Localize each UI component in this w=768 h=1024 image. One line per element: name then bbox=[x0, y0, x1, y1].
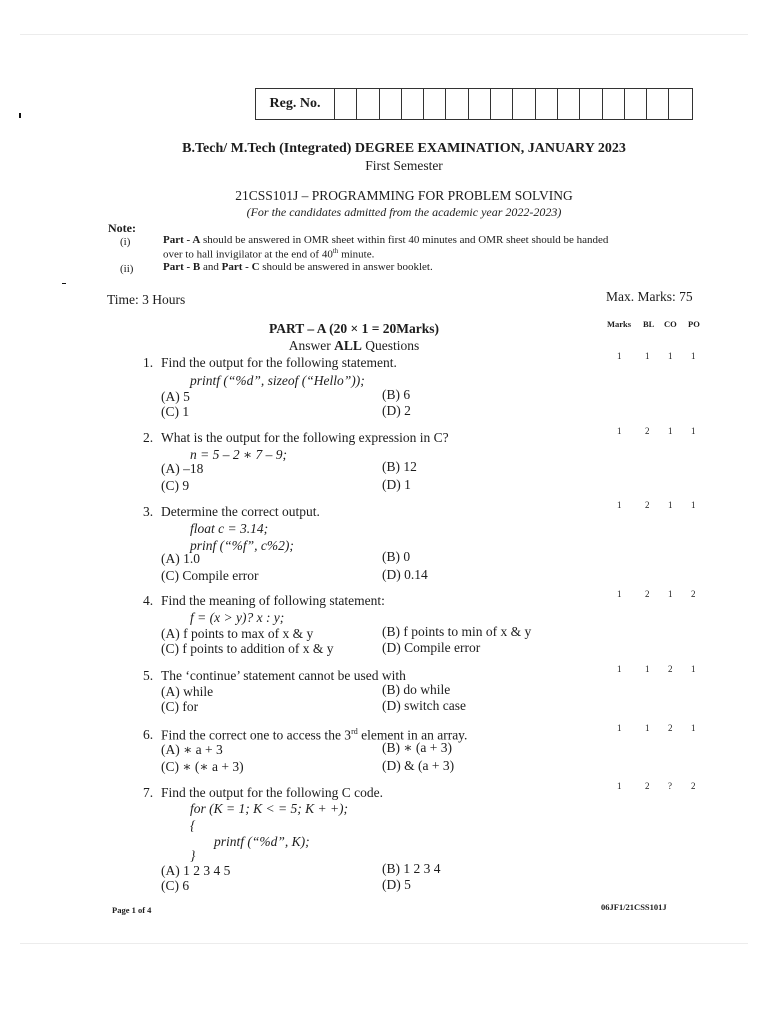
reg-no-cell bbox=[558, 89, 580, 119]
co-value: 2 bbox=[668, 723, 673, 733]
option-d: (D) 1 bbox=[382, 477, 411, 492]
code-line: printf (“%d”, K); bbox=[214, 834, 310, 849]
question-text: Determine the correct output. bbox=[161, 504, 320, 519]
option-d: (D) 5 bbox=[382, 877, 411, 892]
code-line: for (K = 1; K < = 5; K + +); bbox=[190, 801, 349, 816]
option-c: (C) ∗ (∗ a + 3) bbox=[161, 759, 244, 774]
po-value: 1 bbox=[691, 664, 696, 674]
note-text: should be answered in OMR sheet within first 40 minutes and OMR sheet should be handed bbox=[200, 234, 609, 246]
question-text: Find the correct one to access the 3rd element in an array. bbox=[161, 727, 468, 743]
code-line: { bbox=[190, 818, 196, 833]
scan-mark bbox=[62, 283, 66, 284]
bl-value: 2 bbox=[645, 426, 650, 436]
po-value: 1 bbox=[691, 723, 696, 733]
reg-no-cell bbox=[469, 89, 491, 119]
code-line: f = (x > y)? x : y; bbox=[190, 610, 285, 625]
option-a: (A) while bbox=[161, 684, 214, 699]
column-marks: Marks bbox=[607, 319, 632, 329]
semester: First Semester bbox=[365, 158, 443, 173]
degree-title: B.Tech/ M.Tech (Integrated) DEGREE EXAMINATION, JANUARY 2023 bbox=[182, 141, 626, 156]
option-a: (A) 1 2 3 4 5 bbox=[161, 863, 231, 878]
co-value: 1 bbox=[668, 500, 673, 510]
question-number: 5. bbox=[143, 668, 154, 683]
option-d: (D) Compile error bbox=[382, 640, 481, 655]
question-text: What is the output for the following expression in C? bbox=[161, 430, 449, 445]
part-a-title: PART – A (20 × 1 = 20Marks) bbox=[268, 321, 440, 336]
column-bl: BL bbox=[643, 319, 655, 329]
reg-no-cell bbox=[357, 89, 379, 119]
question-number: 6. bbox=[143, 727, 154, 742]
note-item-number: (ii) bbox=[120, 263, 134, 275]
code-line: n = 5 – 2 ∗ 7 – 9; bbox=[190, 447, 288, 462]
part-a-instruction: Answer ALL Questions bbox=[288, 338, 420, 353]
column-co: CO bbox=[664, 319, 677, 329]
bl-value: 1 bbox=[645, 664, 650, 674]
note-heading: Note: bbox=[108, 221, 136, 235]
option-b: (B) 6 bbox=[382, 387, 411, 402]
marks-value: 1 bbox=[617, 723, 622, 733]
bl-value: 1 bbox=[645, 351, 650, 361]
option-b: (B) do while bbox=[382, 682, 451, 697]
candidates-note: (For the candidates admitted from the academic year 2022-2023) bbox=[246, 205, 562, 219]
po-value: 2 bbox=[691, 781, 696, 791]
course-title: 21CSS101J – PROGRAMMING FOR PROBLEM SOLVING bbox=[235, 188, 573, 203]
po-value: 1 bbox=[691, 500, 696, 510]
note-item-1 bbox=[163, 234, 608, 246]
note-part-label: Part - A bbox=[163, 234, 201, 246]
co-value: 1 bbox=[668, 426, 673, 436]
option-b: (B) f points to min of x & y bbox=[382, 624, 532, 639]
po-value: 2 bbox=[691, 589, 696, 599]
question-text: Find the meaning of following statement: bbox=[161, 593, 385, 608]
reg-no-cell bbox=[335, 89, 357, 119]
reg-no-cell bbox=[603, 89, 625, 119]
code-line: float c = 3.14; bbox=[190, 521, 269, 536]
option-c: (C) for bbox=[161, 699, 199, 714]
question-text: Find the output for the following statement. bbox=[161, 355, 397, 370]
reg-no-cell bbox=[424, 89, 446, 119]
reg-no-cell bbox=[580, 89, 602, 119]
option-c: (C) 6 bbox=[161, 878, 190, 893]
note-text: should be answered in answer booklet. bbox=[259, 261, 433, 273]
question-number: 7. bbox=[143, 785, 154, 800]
reg-no-cell bbox=[446, 89, 468, 119]
reg-no-cell bbox=[380, 89, 402, 119]
option-d: (D) switch case bbox=[382, 698, 466, 713]
option-b: (B) 12 bbox=[382, 459, 417, 474]
option-b: (B) ∗ (a + 3) bbox=[382, 740, 453, 755]
page-number: Page 1 of 4 bbox=[112, 905, 152, 915]
option-a: (A) 5 bbox=[161, 389, 190, 404]
reg-no-cell bbox=[402, 89, 424, 119]
question-text: The ‘continue’ statement cannot be used with bbox=[161, 668, 406, 683]
option-c: (C) 9 bbox=[161, 478, 190, 493]
bl-value: 2 bbox=[645, 781, 650, 791]
question-text: Find the output for the following C code. bbox=[161, 785, 383, 800]
marks-value: 1 bbox=[617, 589, 622, 599]
note-item-1-line2: over to hall invigilator at the end of 40th minute. bbox=[163, 247, 375, 261]
note-part-label: Part - B bbox=[163, 261, 201, 273]
time-label: Time: 3 Hours bbox=[107, 292, 186, 307]
co-value: 1 bbox=[668, 589, 673, 599]
option-c: (C) Compile error bbox=[161, 568, 259, 583]
question-number: 1. bbox=[143, 355, 154, 370]
note-part-label: Part - C bbox=[221, 261, 260, 273]
reg-no-cell bbox=[536, 89, 558, 119]
scan-mark bbox=[19, 113, 21, 118]
marks-value: 1 bbox=[617, 664, 622, 674]
code-line: } bbox=[190, 848, 196, 863]
code-line: printf (“%d”, sizeof (“Hello”)); bbox=[190, 373, 365, 388]
marks-value: 1 bbox=[617, 351, 622, 361]
option-b: (B) 0 bbox=[382, 549, 411, 564]
question-number: 3. bbox=[143, 504, 154, 519]
co-value: 2 bbox=[668, 664, 673, 674]
column-po: PO bbox=[688, 319, 700, 329]
option-a: (A) f points to max of x & y bbox=[161, 626, 314, 641]
marks-value: 1 bbox=[617, 426, 622, 436]
reg-no-box bbox=[255, 88, 693, 120]
max-marks: Max. Marks: 75 bbox=[606, 289, 693, 304]
po-value: 1 bbox=[691, 426, 696, 436]
option-b: (B) 1 2 3 4 bbox=[382, 861, 441, 876]
bl-value: 2 bbox=[645, 500, 650, 510]
reg-no-cell bbox=[513, 89, 535, 119]
option-a: (A) ∗ a + 3 bbox=[161, 742, 223, 757]
co-value: 1 bbox=[668, 351, 673, 361]
code-line: prinf (“%f”, c%2); bbox=[190, 538, 294, 553]
option-c: (C) 1 bbox=[161, 404, 190, 419]
po-value: 1 bbox=[691, 351, 696, 361]
reg-no-cell bbox=[647, 89, 669, 119]
note-text: and bbox=[200, 261, 222, 273]
bl-value: 2 bbox=[645, 589, 650, 599]
question-number: 2. bbox=[143, 430, 154, 445]
option-c: (C) f points to addition of x & y bbox=[161, 641, 334, 656]
option-d: (D) 0.14 bbox=[382, 567, 428, 582]
reg-no-cell bbox=[491, 89, 513, 119]
co-value: ? bbox=[668, 781, 672, 791]
option-d: (D) & (a + 3) bbox=[382, 758, 455, 773]
marks-value: 1 bbox=[617, 781, 622, 791]
bl-value: 1 bbox=[645, 723, 650, 733]
option-a: (A) –18 bbox=[161, 461, 204, 476]
question-number: 4. bbox=[143, 593, 154, 608]
option-d: (D) 2 bbox=[382, 403, 411, 418]
note-item-number: (i) bbox=[120, 236, 131, 248]
marks-value: 1 bbox=[617, 500, 622, 510]
note-item-2 bbox=[163, 261, 433, 273]
option-a: (A) 1.0 bbox=[161, 551, 200, 566]
reg-no-cell bbox=[625, 89, 647, 119]
reg-no-label: Reg. No. bbox=[256, 89, 335, 119]
paper-code: 06JF1/21CSS101J bbox=[601, 902, 667, 912]
reg-no-cell bbox=[669, 89, 691, 119]
